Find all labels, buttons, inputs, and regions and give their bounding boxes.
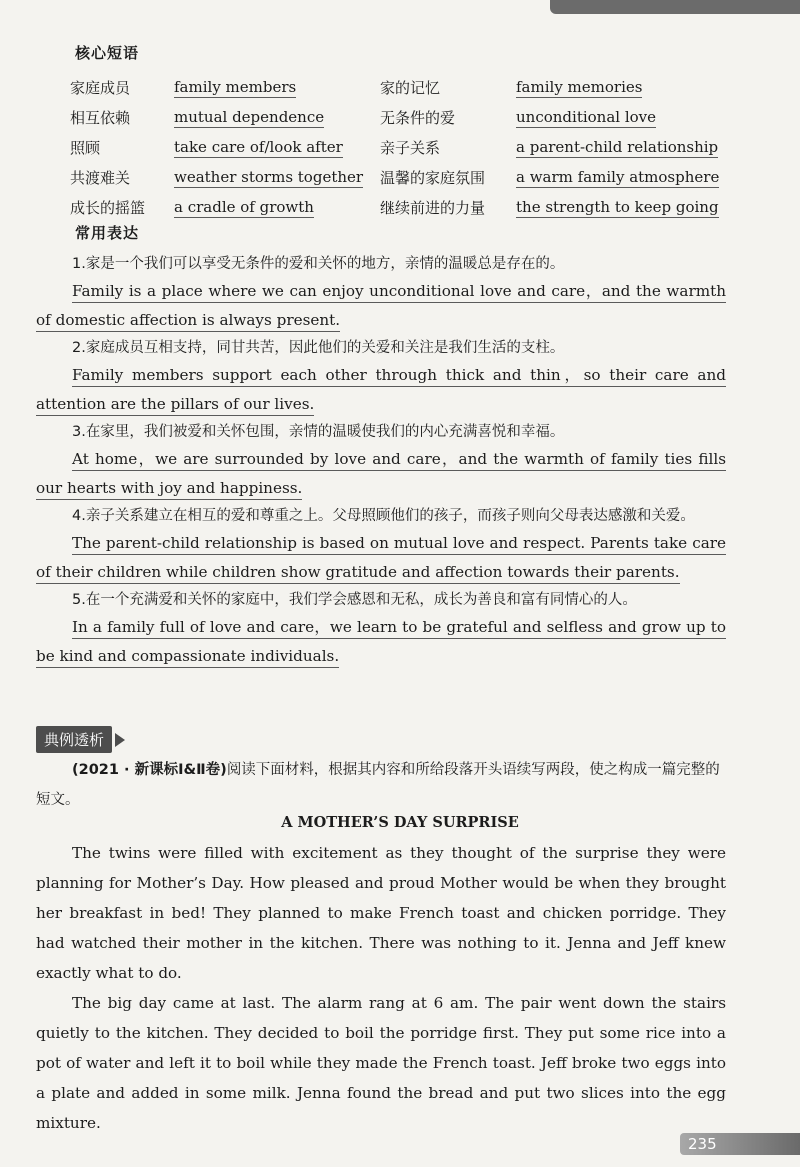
phrase-chinese: 成长的摇篮 bbox=[70, 199, 146, 217]
expression-english: Family is a place where we can enjoy unconditional love and care，and the warmth of domestic affection is always present. bbox=[36, 282, 726, 332]
story-paragraph: The twins were filled with excitement as they thought of the surprise they were planning for Mother’s Day. How pleased and proud Mother would be when they brought her breakfast in bed! They planned to make French toast and chicken porridge. They had watched their mother in the kitchen. There was nothing to it. Jenna and Jeff knew exactly what to do. bbox=[36, 844, 726, 982]
expression-chinese: 3.在家里，我们被爱和关怀包围，亲情的温暖使我们的内心充满喜悦和幸福。 bbox=[72, 424, 565, 440]
phrase-pair bbox=[70, 137, 380, 158]
expression-english: At home，we are surrounded by love and care，and the warmth of family ties fills our hearts with joy and happiness. bbox=[36, 450, 726, 500]
phrase-chinese: 家庭成员 bbox=[70, 79, 131, 97]
expression-english-block bbox=[36, 277, 726, 335]
phrase-pair bbox=[380, 137, 730, 158]
task-instruction bbox=[36, 755, 726, 815]
phrase-pair bbox=[70, 107, 380, 128]
phrase-english: take care of/look after bbox=[174, 138, 343, 156]
phrase-pair bbox=[380, 77, 730, 98]
expression-english-block bbox=[36, 445, 726, 503]
story-title: A MOTHER’S DAY SURPRISE bbox=[281, 814, 519, 831]
story-paragraph: The big day came at last. The alarm rang at 6 am. The pair went down the stairs quietly to the kitchen. They decided to boil the porridge first. They put some rice into a pot of water and left it to boil while they made the French toast. Jeff broke two eggs into a plate and added in some milk. Jenna found the bread and put two slices into the egg mixture. bbox=[36, 994, 726, 1132]
phrase-english: weather storms together bbox=[174, 168, 364, 186]
expression-chinese: 5.在一个充满爱和关怀的家庭中，我们学会感恩和无私，成长为善良和富有同情心的人。 bbox=[72, 592, 637, 608]
expression-chinese: 4.亲子关系建立在相互的爱和尊重之上。父母照顾他们的孩子，而孩子则向父母表达感激和关爱。 bbox=[72, 508, 695, 524]
phrase-english: a cradle of growth bbox=[174, 198, 314, 216]
phrase-pair bbox=[380, 167, 730, 188]
phrase-pair bbox=[70, 77, 380, 98]
example-badge bbox=[36, 726, 125, 753]
phrase-row bbox=[70, 128, 730, 158]
phrase-chinese: 共渡难关 bbox=[70, 169, 131, 187]
phrase-chinese: 温馨的家庭氛围 bbox=[380, 169, 486, 187]
phrase-row bbox=[70, 188, 730, 218]
triangle-arrow-icon bbox=[115, 733, 125, 747]
example-badge-label: 典例透析 bbox=[36, 726, 112, 753]
phrase-pair bbox=[70, 167, 380, 188]
expression-chinese: 2.家庭成员互相支持，同甘共苦，因此他们的关爱和关注是我们生活的支柱。 bbox=[72, 340, 565, 356]
story-body bbox=[36, 838, 726, 1138]
phrase-english: the strength to keep going bbox=[516, 198, 719, 216]
phrase-chinese: 无条件的爱 bbox=[380, 109, 456, 127]
phrase-chinese: 继续前进的力量 bbox=[380, 199, 486, 217]
phrase-english: a parent-child relationship bbox=[516, 138, 719, 156]
phrase-pair bbox=[70, 197, 380, 218]
expressions-heading: 常用表达 bbox=[75, 224, 140, 242]
expression-english: In a family full of love and care，we learn to be grateful and selfless and grow up to be kind and compassionate individuals. bbox=[36, 618, 726, 668]
expression-chinese: 1.家是一个我们可以享受无条件的爱和关怀的地方，亲情的温暖总是存在的。 bbox=[72, 256, 565, 272]
phrase-english: mutual dependence bbox=[174, 108, 325, 126]
expression-english: The parent-child relationship is based on mutual love and respect. Parents take care of their children while children show gratitude and affection towards their parents. bbox=[36, 534, 726, 584]
page-number-tab bbox=[680, 1133, 800, 1155]
page-number: 235 bbox=[688, 1135, 717, 1153]
task-source: (2021 · 新课标Ⅰ&Ⅱ卷) bbox=[72, 762, 227, 778]
phrase-row bbox=[70, 98, 730, 128]
header-bar bbox=[550, 0, 800, 14]
phrase-chinese: 家的记忆 bbox=[380, 79, 441, 97]
phrase-pair bbox=[380, 197, 730, 218]
phrase-pair bbox=[380, 107, 730, 128]
expression-english: Family members support each other through thick and thin，so their care and attention are the pillars of our lives. bbox=[36, 366, 726, 416]
phrase-english: a warm family atmosphere bbox=[516, 168, 720, 186]
phrase-chinese: 亲子关系 bbox=[380, 139, 441, 157]
phrase-row bbox=[70, 68, 730, 98]
phrase-chinese: 相互依赖 bbox=[70, 109, 131, 127]
phrase-table bbox=[70, 68, 730, 218]
expressions-list bbox=[36, 251, 726, 671]
phrase-english: unconditional love bbox=[516, 108, 657, 126]
phrase-row bbox=[70, 158, 730, 188]
expression-english-block bbox=[36, 361, 726, 419]
core-phrases-heading: 核心短语 bbox=[75, 44, 140, 62]
phrase-english: family members bbox=[174, 78, 297, 96]
expression-english-block bbox=[36, 613, 726, 671]
task-text: 阅读下面材料，根据其内容和所给段落开头语续写两段，使之构成一篇完整的短文。 bbox=[36, 762, 720, 808]
expression-english-block bbox=[36, 529, 726, 587]
phrase-english: family memories bbox=[516, 78, 643, 96]
phrase-chinese: 照顾 bbox=[70, 139, 101, 157]
